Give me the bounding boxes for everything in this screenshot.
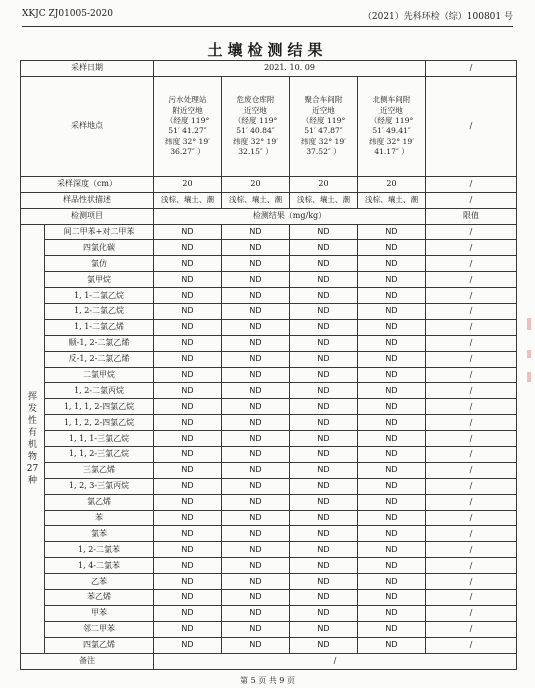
- location-limit: /: [426, 76, 517, 176]
- table-row: [21, 574, 517, 590]
- limit-value: /: [426, 462, 517, 478]
- result-value: ND: [358, 335, 426, 351]
- group-label-char: 性: [27, 415, 37, 426]
- depth-limit: /: [426, 176, 517, 192]
- item-name: 三氯乙烯: [45, 462, 154, 478]
- standard-code: XKJC ZJ01005-2020: [22, 9, 113, 19]
- table-row: [21, 447, 517, 463]
- group-label-char: 物: [27, 451, 37, 462]
- item-name: 1, 1, 2-三氯乙烷: [45, 447, 154, 463]
- item-name: 乙苯: [45, 574, 154, 590]
- table-row: [21, 605, 517, 621]
- result-value: ND: [358, 304, 426, 320]
- group-label-char: 发: [27, 403, 37, 414]
- result-value: ND: [154, 478, 222, 494]
- result-value: ND: [358, 542, 426, 558]
- result-value: ND: [154, 462, 222, 478]
- location-line: （经度 119°: [369, 115, 414, 125]
- result-value: ND: [222, 574, 290, 590]
- result-value: ND: [358, 240, 426, 256]
- result-value: ND: [222, 367, 290, 383]
- limit-value: /: [426, 256, 517, 272]
- result-value: ND: [222, 590, 290, 606]
- result-value: ND: [290, 574, 358, 590]
- location-cell: [358, 76, 426, 176]
- depth-value: 20: [154, 176, 222, 192]
- result-value: ND: [154, 272, 222, 288]
- limit-value: /: [426, 447, 517, 463]
- table-row: [21, 558, 517, 574]
- result-value: ND: [222, 399, 290, 415]
- result-value: ND: [222, 558, 290, 574]
- limit-value: /: [426, 288, 517, 304]
- depth-value: 20: [358, 176, 426, 192]
- group-label-char: 种: [27, 475, 37, 486]
- result-value: ND: [222, 272, 290, 288]
- description-value: 浅棕、壤土、潮: [290, 192, 358, 208]
- result-value: ND: [222, 319, 290, 335]
- limit-value: /: [426, 383, 517, 399]
- page-title: 土壤检测结果: [207, 41, 328, 59]
- location-line: （经度 119°: [233, 115, 278, 125]
- location-line: 41.17″ ）: [374, 147, 409, 157]
- result-value: ND: [290, 319, 358, 335]
- result-value: ND: [154, 256, 222, 272]
- result-value: ND: [290, 272, 358, 288]
- result-value: ND: [358, 431, 426, 447]
- item-name: 苯: [45, 510, 154, 526]
- limit-value: /: [426, 494, 517, 510]
- result-value: ND: [154, 367, 222, 383]
- date-row: [21, 61, 517, 77]
- result-header: 检测结果（mg/kg）: [154, 208, 426, 224]
- result-value: ND: [154, 542, 222, 558]
- result-value: ND: [222, 224, 290, 240]
- result-value: ND: [222, 494, 290, 510]
- table-row: [21, 335, 517, 351]
- result-value: ND: [290, 256, 358, 272]
- table-row: [21, 526, 517, 542]
- note-value: /: [154, 653, 517, 669]
- result-value: ND: [290, 621, 358, 637]
- result-value: ND: [290, 383, 358, 399]
- description-value: 浅棕、壤土、潮: [222, 192, 290, 208]
- location-line: 纬度 32° 19′: [301, 136, 346, 146]
- result-value: ND: [290, 447, 358, 463]
- result-value: ND: [290, 335, 358, 351]
- result-value: ND: [154, 605, 222, 621]
- result-value: ND: [222, 415, 290, 431]
- result-value: ND: [154, 510, 222, 526]
- result-value: ND: [222, 256, 290, 272]
- result-value: ND: [358, 590, 426, 606]
- result-value: ND: [358, 447, 426, 463]
- result-value: ND: [154, 288, 222, 304]
- item-name: 氯仿: [45, 256, 154, 272]
- result-value: ND: [290, 462, 358, 478]
- location-line: 北侧车间附: [372, 95, 411, 105]
- red-stamp-edge: [527, 372, 531, 382]
- table-row: [21, 240, 517, 256]
- result-value: ND: [358, 224, 426, 240]
- result-value: ND: [290, 351, 358, 367]
- result-value: ND: [222, 351, 290, 367]
- location-line: 危废仓库附: [236, 95, 275, 105]
- location-line: 聚合车间附: [304, 95, 343, 105]
- result-value: ND: [290, 304, 358, 320]
- result-value: ND: [290, 399, 358, 415]
- item-name: 1, 1-二氯乙烯: [45, 319, 154, 335]
- limit-value: /: [426, 399, 517, 415]
- result-value: ND: [154, 415, 222, 431]
- result-value: ND: [154, 574, 222, 590]
- result-value: ND: [290, 478, 358, 494]
- item-name: 1, 2-二氯丙烷: [45, 383, 154, 399]
- result-value: ND: [290, 415, 358, 431]
- item-header: 检测项目: [21, 208, 154, 224]
- group-label-char: 27: [26, 463, 39, 474]
- red-stamp-edge: [527, 318, 531, 330]
- result-value: ND: [290, 288, 358, 304]
- result-value: ND: [154, 558, 222, 574]
- result-value: ND: [290, 542, 358, 558]
- item-name: 四氯化碳: [45, 240, 154, 256]
- table-row: [21, 351, 517, 367]
- result-value: ND: [290, 367, 358, 383]
- result-value: ND: [290, 240, 358, 256]
- date-value: 2021. 10. 09: [154, 61, 426, 77]
- item-name: 二氯甲烷: [45, 367, 154, 383]
- item-name: 1, 1, 1-三氯乙烷: [45, 431, 154, 447]
- item-name: 间二甲苯+对二甲苯: [45, 224, 154, 240]
- item-name: 苯乙烯: [45, 590, 154, 606]
- location-line: 近空地: [244, 105, 267, 115]
- depth-value: 20: [222, 176, 290, 192]
- description-value: 浅棕、壤土、潮: [358, 192, 426, 208]
- item-name: 氯苯: [45, 526, 154, 542]
- location-line: 纬度 32° 19′: [165, 136, 210, 146]
- limit-value: /: [426, 510, 517, 526]
- location-line: 36.27″ ）: [170, 147, 205, 157]
- limit-value: /: [426, 319, 517, 335]
- result-value: ND: [222, 240, 290, 256]
- item-name: 1, 1-二氯乙烷: [45, 288, 154, 304]
- result-value: ND: [154, 447, 222, 463]
- result-value: ND: [290, 494, 358, 510]
- result-value: ND: [358, 510, 426, 526]
- table-row: [21, 510, 517, 526]
- result-value: ND: [358, 494, 426, 510]
- result-value: ND: [154, 335, 222, 351]
- item-name: 1, 2-二氯苯: [45, 542, 154, 558]
- result-value: ND: [222, 447, 290, 463]
- limit-value: /: [426, 542, 517, 558]
- location-line: （经度 119°: [165, 115, 210, 125]
- result-value: ND: [290, 510, 358, 526]
- result-value: ND: [290, 224, 358, 240]
- limit-value: /: [426, 335, 517, 351]
- table-row: [21, 542, 517, 558]
- location-line: 近空地: [312, 105, 335, 115]
- location-line: 37.52″ ）: [306, 147, 341, 157]
- item-name: 氯甲烷: [45, 272, 154, 288]
- item-name: 顺-1, 2-二氯乙烯: [45, 335, 154, 351]
- location-line: 51′ 40.84″: [236, 126, 275, 136]
- table-row: [21, 304, 517, 320]
- result-value: ND: [358, 383, 426, 399]
- result-value: ND: [154, 526, 222, 542]
- result-value: ND: [154, 590, 222, 606]
- result-value: ND: [358, 462, 426, 478]
- result-value: ND: [222, 510, 290, 526]
- result-value: ND: [358, 478, 426, 494]
- description-limit: /: [426, 192, 517, 208]
- result-value: ND: [358, 526, 426, 542]
- item-name: 反-1, 2-二氯乙烯: [45, 351, 154, 367]
- limit-value: /: [426, 605, 517, 621]
- limit-value: /: [426, 478, 517, 494]
- table-row: [21, 431, 517, 447]
- result-value: ND: [222, 431, 290, 447]
- location-cell: [154, 76, 222, 176]
- limit-value: /: [426, 304, 517, 320]
- result-value: ND: [358, 621, 426, 637]
- table-row: [21, 478, 517, 494]
- location-line: 51′ 47.87″: [304, 126, 343, 136]
- table-row: [21, 462, 517, 478]
- table-row: [21, 319, 517, 335]
- item-name: 甲苯: [45, 605, 154, 621]
- limit-value: /: [426, 526, 517, 542]
- result-value: ND: [358, 351, 426, 367]
- result-value: ND: [154, 399, 222, 415]
- result-value: ND: [358, 288, 426, 304]
- location-line: 近空地: [380, 105, 403, 115]
- limit-value: /: [426, 431, 517, 447]
- description-value: 浅棕、壤土、潮: [154, 192, 222, 208]
- result-value: ND: [154, 637, 222, 653]
- location-line: 附近空地: [172, 105, 203, 115]
- limit-value: /: [426, 621, 517, 637]
- result-value: ND: [154, 431, 222, 447]
- table-row: [21, 590, 517, 606]
- depth-value: 20: [290, 176, 358, 192]
- result-value: ND: [222, 462, 290, 478]
- limit-value: /: [426, 367, 517, 383]
- location-line: 污水处理站: [168, 95, 207, 105]
- item-name: 四氯乙烯: [45, 637, 154, 653]
- limit-header: 限值: [426, 208, 517, 224]
- item-name: 氯乙烯: [45, 494, 154, 510]
- result-value: ND: [358, 399, 426, 415]
- result-value: ND: [154, 224, 222, 240]
- red-stamp-edge: [527, 350, 531, 358]
- location-line: 51′ 49.41″: [372, 126, 411, 136]
- result-value: ND: [290, 637, 358, 653]
- result-value: ND: [222, 288, 290, 304]
- result-value: ND: [154, 621, 222, 637]
- limit-value: /: [426, 415, 517, 431]
- result-value: ND: [290, 558, 358, 574]
- document-header: [22, 9, 513, 23]
- result-value: ND: [358, 605, 426, 621]
- location-line: （经度 119°: [301, 115, 346, 125]
- location-cell: [290, 76, 358, 176]
- table-row: [21, 224, 517, 240]
- result-value: ND: [222, 621, 290, 637]
- result-value: ND: [154, 304, 222, 320]
- column-header-row: [21, 208, 517, 224]
- item-name: 1, 4-二氯苯: [45, 558, 154, 574]
- result-value: ND: [358, 319, 426, 335]
- result-value: ND: [222, 637, 290, 653]
- note-row: [21, 653, 517, 669]
- result-value: ND: [222, 526, 290, 542]
- item-name: 1, 2-二氯乙烷: [45, 304, 154, 320]
- item-name: 1, 1, 1, 2-四氯乙烷: [45, 399, 154, 415]
- item-name: 1, 2, 3-三氯丙烷: [45, 478, 154, 494]
- result-value: ND: [222, 605, 290, 621]
- group-label-char: 挥: [27, 391, 37, 402]
- result-value: ND: [358, 415, 426, 431]
- limit-value: /: [426, 637, 517, 653]
- location-line: 纬度 32° 19′: [233, 136, 278, 146]
- result-value: ND: [222, 383, 290, 399]
- result-value: ND: [222, 478, 290, 494]
- report-number: （2021）先科环检（综）100801 号: [362, 12, 513, 22]
- result-value: ND: [222, 335, 290, 351]
- result-value: ND: [358, 367, 426, 383]
- result-value: ND: [222, 304, 290, 320]
- result-value: ND: [154, 319, 222, 335]
- result-value: ND: [290, 526, 358, 542]
- depth-row: [21, 176, 517, 192]
- location-row: [21, 76, 517, 176]
- note-label: 备注: [21, 653, 154, 669]
- page-footer: 第 5 页 共 9 页: [240, 676, 295, 685]
- table-row: [21, 272, 517, 288]
- result-value: ND: [154, 494, 222, 510]
- result-value: ND: [290, 431, 358, 447]
- limit-value: /: [426, 351, 517, 367]
- group-label-char: 机: [27, 439, 37, 450]
- result-value: ND: [358, 256, 426, 272]
- result-value: ND: [154, 383, 222, 399]
- result-value: ND: [358, 558, 426, 574]
- table-row: [21, 494, 517, 510]
- result-value: ND: [290, 590, 358, 606]
- description-label: 样品性状描述: [21, 192, 154, 208]
- table-row: [21, 415, 517, 431]
- result-value: ND: [154, 240, 222, 256]
- result-value: ND: [358, 272, 426, 288]
- date-label: 采样日期: [21, 61, 154, 77]
- limit-value: /: [426, 224, 517, 240]
- limit-value: /: [426, 574, 517, 590]
- table-row: [21, 383, 517, 399]
- table-row: [21, 256, 517, 272]
- limit-value: /: [426, 590, 517, 606]
- depth-label: 采样深度（cm）: [21, 176, 154, 192]
- item-name: 1, 1, 2, 2-四氯乙烷: [45, 415, 154, 431]
- location-cell: [222, 76, 290, 176]
- table-row: [21, 367, 517, 383]
- date-limit: /: [426, 61, 517, 77]
- table-row: [21, 288, 517, 304]
- location-line: 纬度 32° 19′: [369, 136, 414, 146]
- results-table: [20, 60, 517, 670]
- group-label-char: 有: [27, 427, 37, 438]
- table-row: [21, 621, 517, 637]
- description-row: [21, 192, 517, 208]
- limit-value: /: [426, 558, 517, 574]
- result-value: ND: [222, 542, 290, 558]
- result-value: ND: [358, 637, 426, 653]
- result-value: ND: [358, 574, 426, 590]
- group-label: [21, 224, 45, 653]
- location-label: 采样地点: [21, 76, 154, 176]
- item-name: 邻二甲苯: [45, 621, 154, 637]
- header-divider: [22, 26, 513, 27]
- table-row: [21, 399, 517, 415]
- result-value: ND: [290, 605, 358, 621]
- location-line: 32.15″ ）: [238, 147, 273, 157]
- table-row: [21, 637, 517, 653]
- result-value: ND: [154, 351, 222, 367]
- location-line: 51′ 41.27″: [168, 126, 207, 136]
- limit-value: /: [426, 272, 517, 288]
- limit-value: /: [426, 240, 517, 256]
